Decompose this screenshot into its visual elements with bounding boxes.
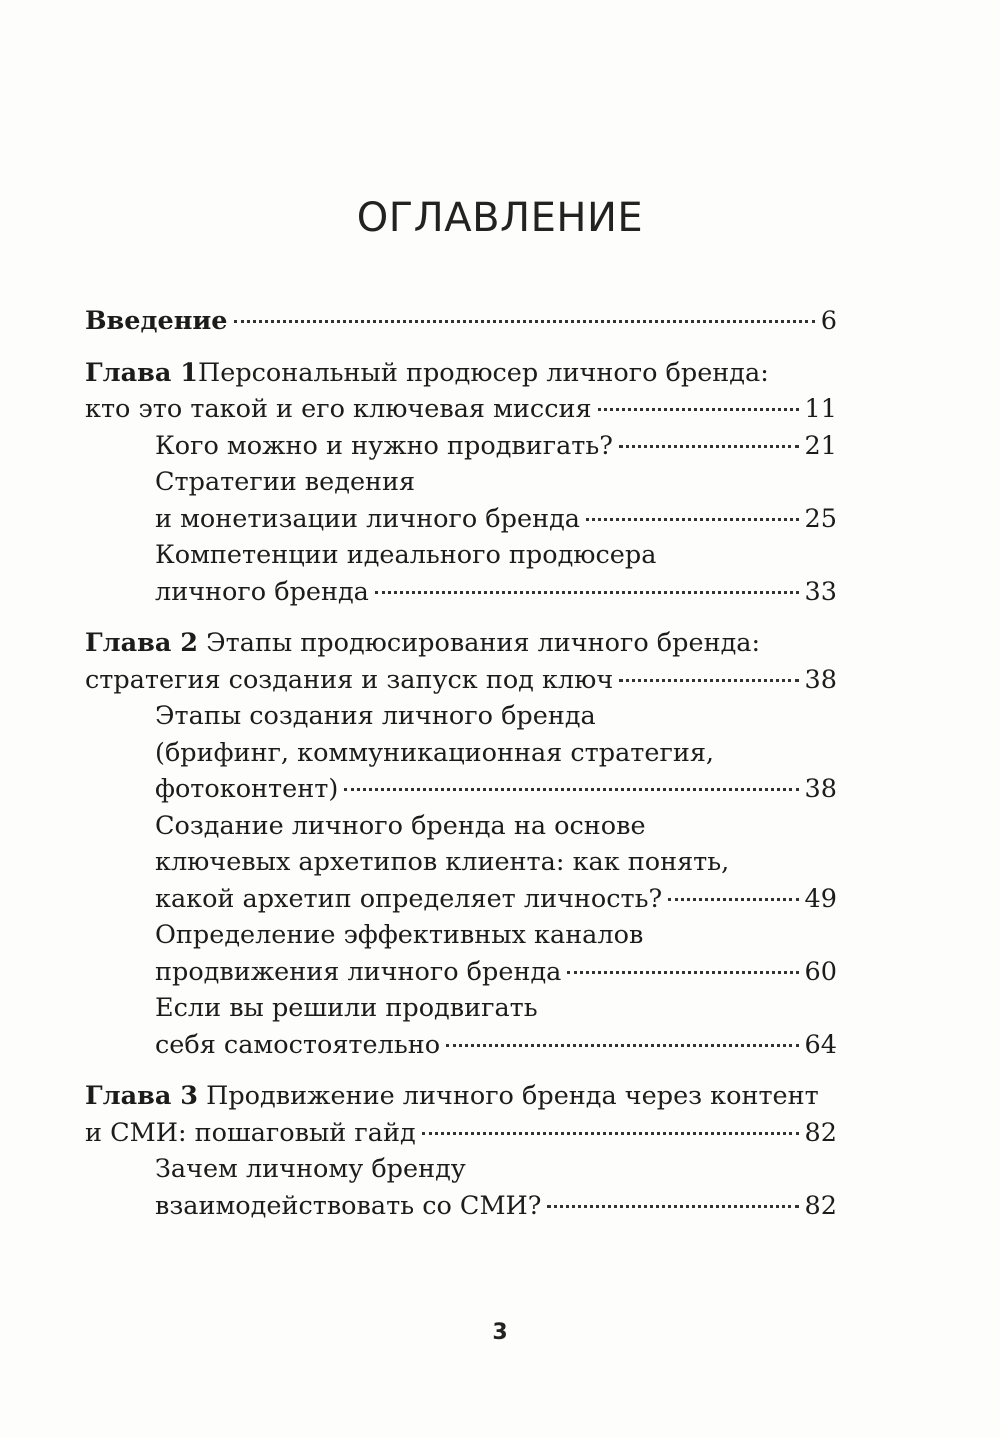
- section-title-text: ключевых архетипов клиента: как понять,: [155, 847, 730, 877]
- toc-page-number: 82: [804, 1190, 837, 1221]
- toc-page-number: 33: [804, 576, 837, 607]
- section-title-text: Компетенции идеального продюсера: [155, 540, 657, 570]
- chapter-label: Глава 3: [85, 1081, 198, 1111]
- toc-section-3-1-line2: [85, 1188, 837, 1225]
- toc-section-2-1-line2: [85, 735, 837, 772]
- toc-chapter-1-title-line2: [85, 391, 837, 428]
- toc-page-number: 11: [804, 394, 837, 424]
- dot-leader: [586, 518, 799, 521]
- dot-leader: [619, 445, 799, 448]
- toc-section-1-2-line1: [85, 464, 837, 501]
- dot-leader: [668, 898, 798, 901]
- chapter-title-text: кто это такой и его ключевая миссия: [85, 394, 592, 424]
- toc-page-number: 25: [804, 503, 837, 534]
- toc-section-1-1: [85, 428, 837, 465]
- toc-section-2-2-line2: [85, 844, 837, 881]
- toc-section-2-2-line3: [85, 881, 837, 918]
- dot-leader: [619, 679, 798, 682]
- toc-section-1-3-line1: [85, 537, 837, 574]
- section-title-text: (брифинг, коммуникационная стратегия,: [155, 737, 715, 768]
- dot-leader: [422, 1132, 799, 1135]
- section-title-text: и монетизации личного бренда: [155, 503, 580, 534]
- toc-section-2-1-line3: [85, 771, 837, 808]
- toc-section-2-4-line2: [85, 1027, 837, 1064]
- section-title-text: Кого можно и нужно продвигать?: [155, 430, 613, 461]
- toc-chapter-2-heading: [85, 625, 837, 662]
- section-title-text: личного бренда: [155, 576, 369, 607]
- toc-chapter-1-heading: [85, 355, 837, 392]
- dot-leader: [344, 788, 798, 791]
- toc-page-number: 64: [804, 1029, 837, 1060]
- dot-leader: [234, 320, 815, 323]
- toc-section-2-1-line1: [85, 698, 837, 735]
- toc-chapter-1-title-line1: [85, 355, 769, 392]
- toc-page-number: 60: [804, 956, 837, 987]
- toc-chapter-3-title-line1: [85, 1078, 819, 1115]
- toc-page-number: 82: [804, 1117, 837, 1148]
- toc-page-number: 21: [804, 430, 837, 461]
- chapter-title-text: и СМИ: пошаговый гайд: [85, 1117, 416, 1148]
- toc-chapter-2-title-line2: [85, 662, 837, 699]
- section-title-text: Определение эффективных каналов: [155, 920, 644, 950]
- section-title-text: Зачем личному бренду: [155, 1154, 466, 1184]
- section-title-text: взаимодействовать со СМИ?: [155, 1190, 542, 1221]
- toc-chapter-3-heading: [85, 1078, 837, 1115]
- toc-page-number: 6: [820, 306, 837, 336]
- toc-entry-intro: [85, 303, 837, 340]
- toc-section-2-3-line1: [85, 917, 837, 954]
- chapter-title-text: стратегия создания и запуск под ключ: [85, 664, 614, 695]
- page-title: ОГЛАВЛЕНИЕ: [356, 195, 644, 241]
- chapter-title-text: Продвижение личного бренда через контент: [206, 1081, 819, 1111]
- toc-page-number: 38: [804, 774, 837, 804]
- section-title-text: какой архетип определяет личность?: [155, 883, 663, 914]
- table-of-contents: [85, 303, 837, 1224]
- section-title-text: продвижения личного бренда: [155, 956, 562, 987]
- toc-page-number: 38: [804, 664, 837, 695]
- section-title-text: Если вы решили продвигать: [155, 993, 538, 1023]
- toc-entry-label: Введение: [85, 306, 228, 336]
- dot-leader: [547, 1205, 798, 1208]
- chapter-title-text: Этапы продюсирования личного бренда:: [206, 628, 761, 658]
- toc-section-2-3-line2: [85, 954, 837, 991]
- toc-section-2-4-line1: [85, 990, 837, 1027]
- dot-leader: [567, 971, 798, 974]
- page-number: 3: [492, 1320, 508, 1345]
- section-title-text: Стратегии ведения: [155, 467, 416, 497]
- toc-chapter-3-title-line2: [85, 1115, 837, 1152]
- section-title-text: Этапы создания личного бренда: [155, 701, 596, 731]
- dot-leader: [446, 1044, 799, 1047]
- section-title-text: Создание личного бренда на основе: [155, 810, 646, 841]
- toc-section-1-3-line2: [85, 574, 837, 611]
- toc-section-3-1-line1: [85, 1151, 837, 1188]
- toc-section-2-2-line1: [85, 808, 837, 845]
- dot-leader: [598, 408, 799, 411]
- section-title-text: фотоконтент): [155, 774, 339, 804]
- chapter-title-text: Персональный продюсер личного бренда:: [197, 357, 769, 388]
- dot-leader: [375, 591, 799, 594]
- chapter-label: Глава 1: [85, 357, 198, 388]
- toc-page-number: 49: [804, 883, 837, 914]
- section-title-text: себя самостоятельно: [155, 1029, 441, 1060]
- toc-section-1-2-line2: [85, 501, 837, 538]
- chapter-label: Глава 2: [85, 628, 198, 658]
- toc-chapter-2-title-line1: [85, 625, 760, 662]
